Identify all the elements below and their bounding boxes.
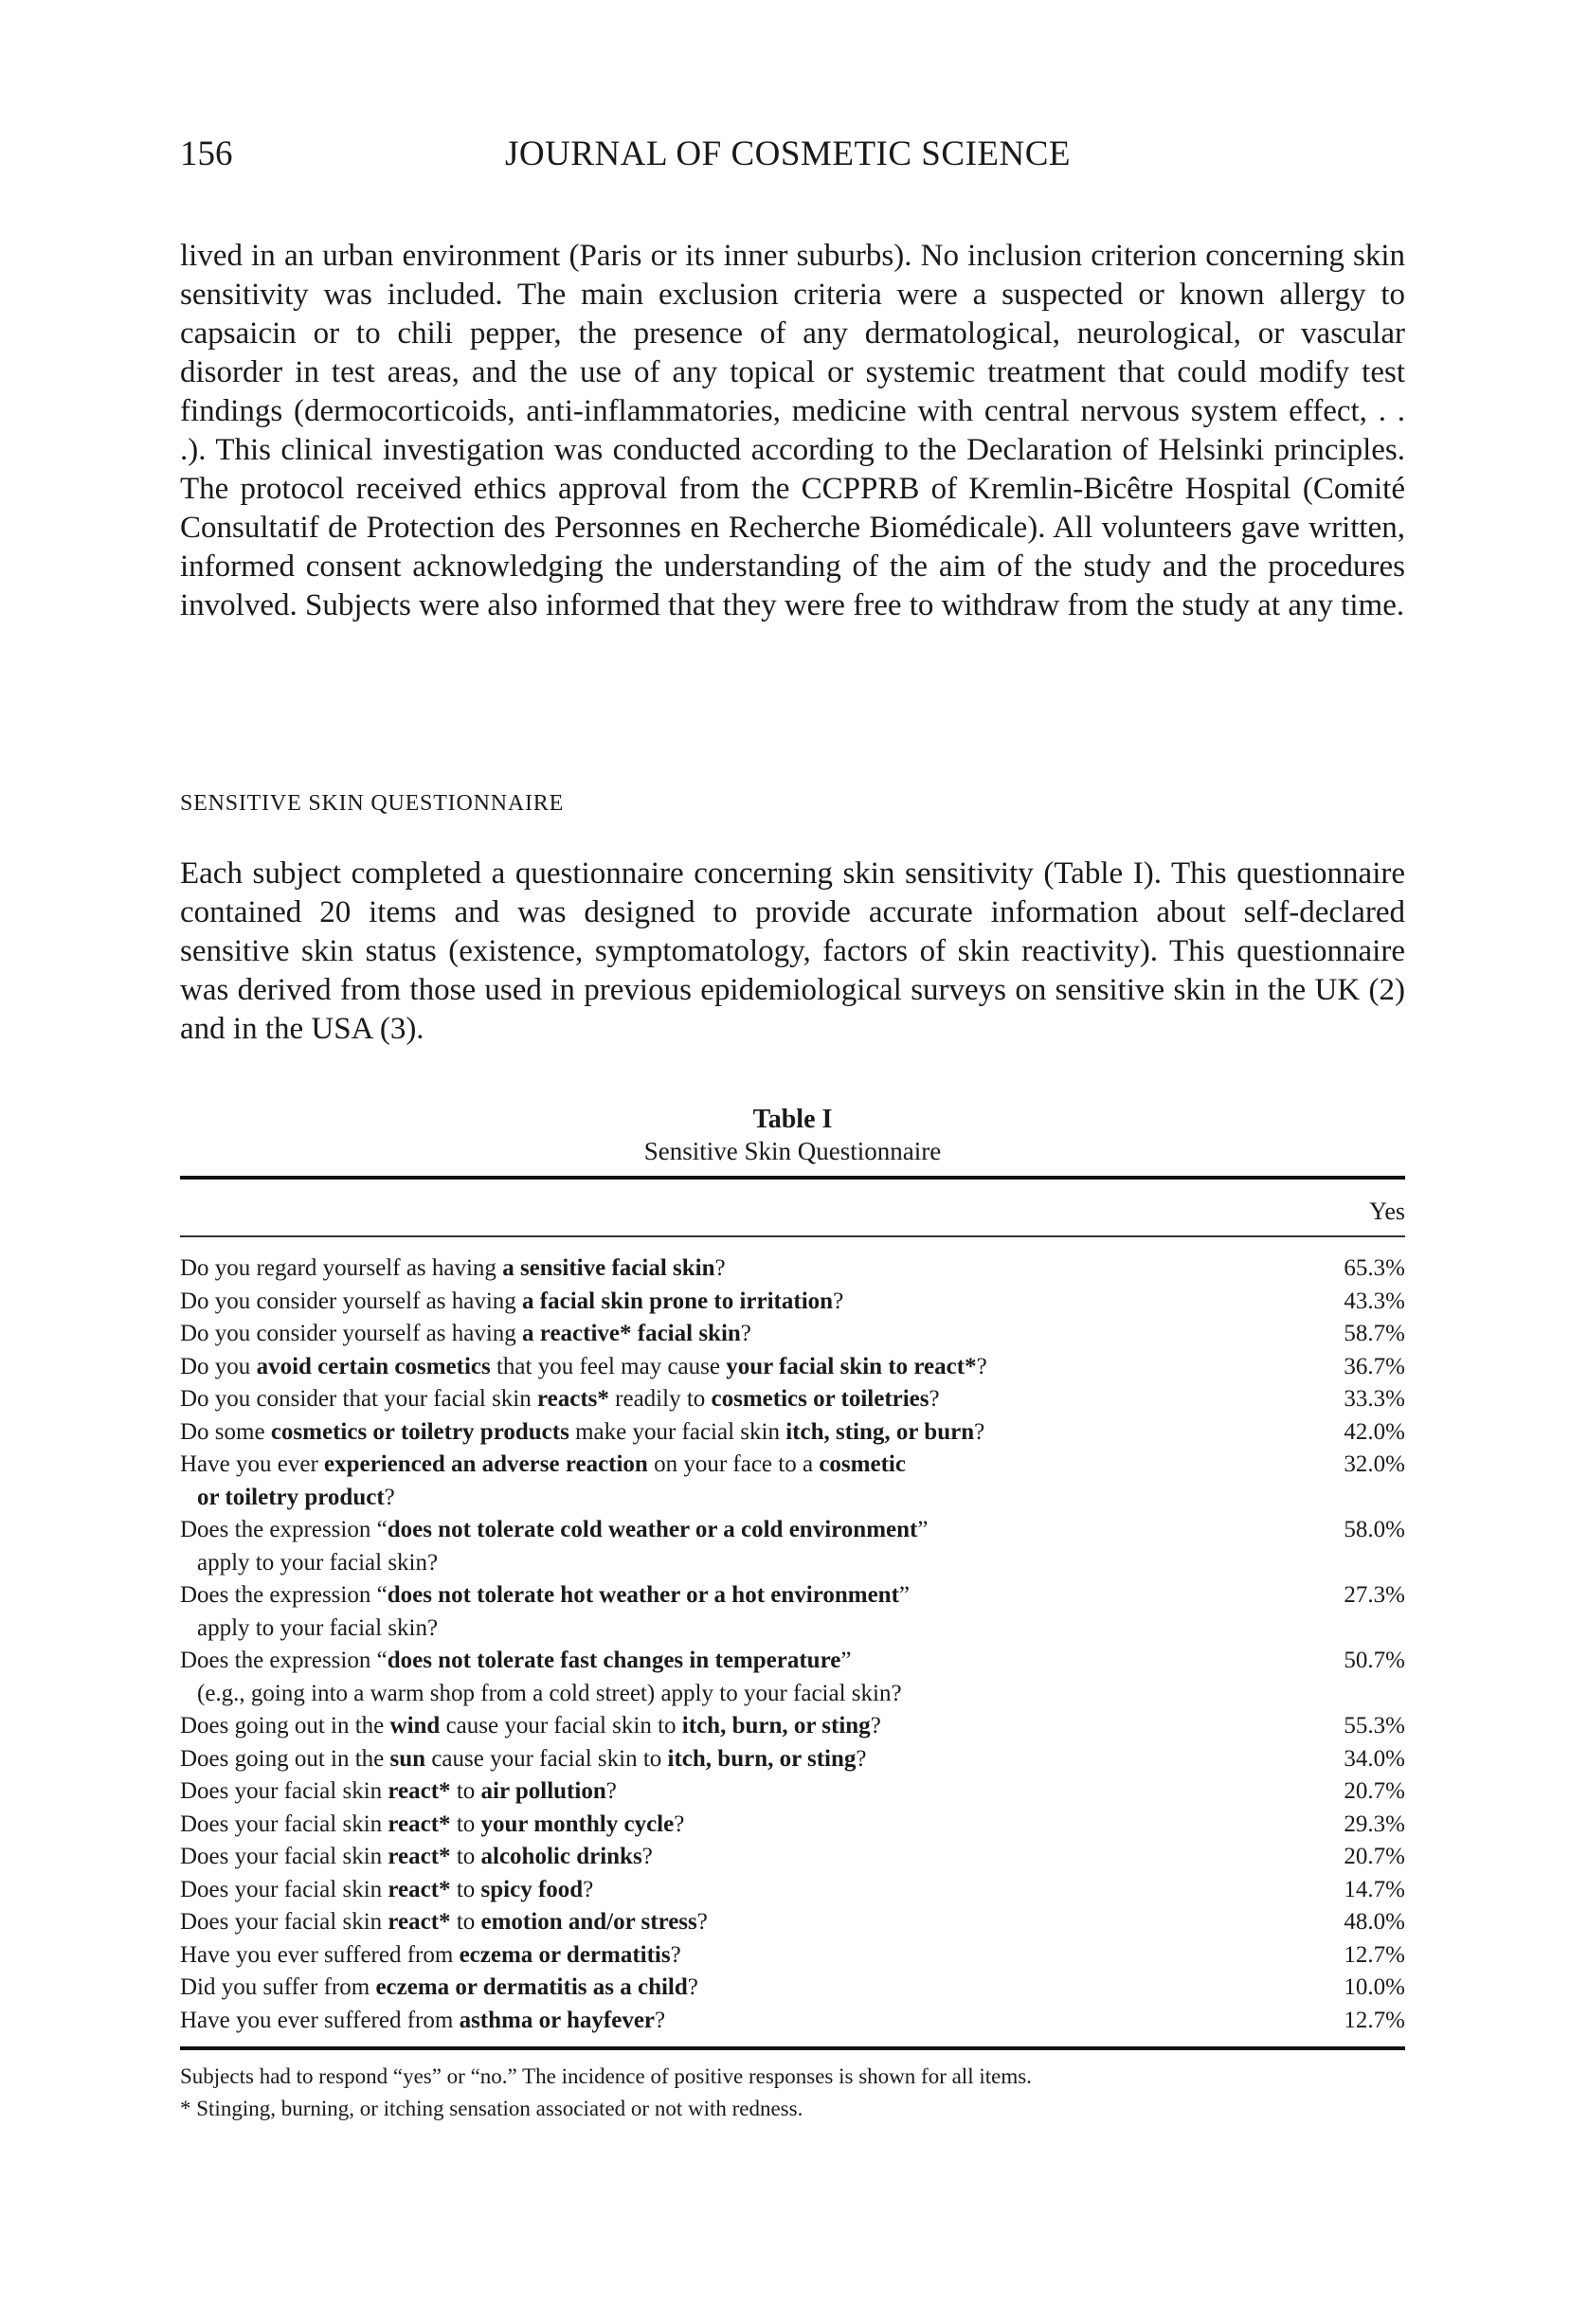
question-text: (e.g., going into a warm shop from a cold street) apply to your facial skin?	[197, 1680, 902, 1706]
question-text: Does your facial skin	[180, 1811, 388, 1837]
yes-percentage: 65.3%	[1344, 1255, 1405, 1281]
emphasis-text: a sensitive facial skin	[502, 1255, 715, 1281]
footnote-asterisk: * Stinging, burning, or itching sensation associated or not with redness.	[180, 2097, 803, 2120]
question-cell	[180, 1743, 1184, 1776]
body-paragraph-2: Each subject completed a questionnaire concerning skin sensitivity (Table I). This questionnaire contained 20 items and was designed to provide accurate information about self-declared sensitive skin status (existence, symptomatology, factors of skin reactivity). This questionnaire was derived from those used in previous epidemiological surveys on sensitive skin in the UK (2) and in the USA (3).	[180, 856, 1405, 1046]
yes-percentage: 43.3%	[1344, 1288, 1405, 1314]
question-text: Do you regard yourself as having	[180, 1255, 503, 1281]
question-cell	[180, 1252, 1184, 1286]
question-text: apply to your facial skin?	[197, 1549, 439, 1576]
emphasis-text: wind	[389, 1713, 441, 1738]
question-text: Does your facial skin	[180, 1909, 388, 1935]
question-text: make your facial skin	[568, 1418, 786, 1445]
emphasis-text: alcoholic drinks	[480, 1844, 642, 1869]
question-cell	[180, 1939, 1184, 1973]
question-cell	[180, 1775, 1184, 1809]
table-bottom-rule	[180, 2046, 1405, 2050]
table-row	[180, 1710, 1405, 1743]
emphasis-text: does not tolerate hot weather or a hot environment	[387, 1582, 899, 1608]
question-text: Do you consider that your facial skin	[180, 1386, 537, 1412]
table-row	[180, 1318, 1405, 1351]
emphasis-text: cosmetics or toiletry products	[270, 1418, 569, 1445]
table-row	[180, 1514, 1405, 1579]
yes-percentage: 12.7%	[1344, 2007, 1405, 2033]
question-text: apply to your facial skin?	[197, 1614, 439, 1641]
question-text: Does the expression “	[180, 1517, 388, 1542]
question-continuation	[180, 1547, 1184, 1580]
table-row	[180, 1449, 1405, 1514]
question-text: ?	[714, 1255, 726, 1281]
question-text: Do you consider yourself as having	[180, 1288, 523, 1314]
yes-percentage: 58.0%	[1344, 1517, 1405, 1542]
emphasis-text: your monthly cycle	[480, 1811, 675, 1837]
emphasis-text: does not tolerate cold weather or a cold environment	[387, 1517, 918, 1542]
question-text: Does your facial skin	[180, 1778, 388, 1804]
question-text: ”	[898, 1582, 911, 1608]
question-text: ?	[655, 2007, 666, 2033]
question-text: ?	[605, 1778, 617, 1804]
table-row	[180, 1841, 1405, 1874]
running-header	[180, 131, 1405, 178]
table-row	[180, 1579, 1405, 1645]
yes-percentage: 36.7%	[1344, 1353, 1405, 1379]
question-text: Does your facial skin	[180, 1844, 388, 1869]
emphasis-text: asthma or hayfever	[459, 2007, 656, 2033]
question-text: cause your facial skin to	[425, 1745, 668, 1772]
table-row	[180, 2005, 1405, 2038]
question-text: Have you ever	[180, 1451, 325, 1477]
question-text: Do you consider yourself as having	[180, 1321, 523, 1346]
table-row	[180, 1351, 1405, 1384]
question-text: ?	[384, 1484, 395, 1510]
question-cell	[180, 1286, 1184, 1319]
table-header-rule	[180, 1235, 1405, 1237]
emphasis-text: react*	[388, 1811, 451, 1837]
emphasis-text: spicy food	[480, 1876, 584, 1902]
emphasis-text: react*	[388, 1778, 451, 1804]
emphasis-text: does not tolerate fast changes in temperature	[387, 1648, 841, 1673]
question-text: ?	[870, 1713, 881, 1738]
question-text: to	[450, 1909, 481, 1935]
table-row	[180, 1939, 1405, 1973]
question-text: Does going out in the	[180, 1745, 390, 1772]
question-cell	[180, 1416, 1184, 1450]
question-text: to	[450, 1844, 481, 1869]
yes-percentage: 48.0%	[1344, 1909, 1405, 1935]
emphasis-text: emotion and/or stress	[480, 1909, 697, 1935]
emphasis-text: itch, burn, or sting	[681, 1713, 871, 1738]
table-body	[180, 1252, 1405, 2037]
body-paragraph-1: lived in an urban environment (Paris or its inner suburbs). No inclusion criterion concerning skin sensitivity was included. The main exclusion criteria were a suspected or known allergy to capsaicin or to chili pepper, the presence of any dermatological, neurological, or vascular disorder in test areas, and the use of any topical or systemic treatment that could modify test findings (dermocorticoids, anti-inflammatories, medicine with central nervous system effect, . . .). This clinical investigation was conducted according to the Declaration of Helsinki principles. The protocol received ethics approval from the CCPPRB of Kremlin-Bicêtre Hospital (Comité Consultatif de Protection des Personnes en Recherche Biomédicale). All volunteers gave written, informed consent acknowledging the understanding of the aim of the study and the procedures involved. Subjects were also informed that they were free to withdraw from the study at any time.	[180, 239, 1405, 622]
question-text: Did you suffer from	[180, 1974, 376, 2000]
yes-percentage: 12.7%	[1344, 1941, 1405, 1968]
emphasis-text: react*	[388, 1909, 451, 1935]
table-top-rule	[180, 1176, 1405, 1180]
table-row	[180, 1906, 1405, 1939]
emphasis-text: react*	[388, 1844, 451, 1869]
emphasis-text: itch, sting, or burn	[785, 1418, 975, 1445]
question-text: Does your facial skin	[180, 1876, 388, 1902]
question-continuation	[180, 1678, 1184, 1711]
emphasis-text: experienced an adverse reaction	[324, 1451, 648, 1477]
question-text: Do you	[180, 1353, 257, 1379]
question-cell	[180, 1972, 1184, 2005]
question-text: ?	[976, 1353, 987, 1379]
emphasis-text: reacts*	[537, 1386, 609, 1412]
page-number: 156	[180, 135, 233, 173]
emphasis-text: a reactive* facial skin	[522, 1321, 741, 1346]
yes-percentage: 55.3%	[1344, 1713, 1405, 1738]
question-continuation	[180, 1482, 1184, 1515]
table-row	[180, 1416, 1405, 1450]
yes-percentage: 32.0%	[1344, 1451, 1405, 1477]
question-text: ”	[840, 1648, 852, 1673]
table-row	[180, 1874, 1405, 1907]
yes-percentage: 14.7%	[1344, 1876, 1405, 1902]
emphasis-text: a facial skin prone to irritation	[522, 1288, 834, 1314]
question-text: ?	[740, 1321, 751, 1346]
emphasis-text: sun	[389, 1745, 426, 1772]
journal-title: JOURNAL OF COSMETIC SCIENCE	[505, 135, 1071, 173]
question-cell	[180, 1514, 1184, 1579]
column-header-yes: Yes	[1369, 1198, 1405, 1225]
question-text: to	[450, 1811, 481, 1837]
question-text: Does going out in the	[180, 1713, 390, 1738]
emphasis-text: eczema or dermatitis	[459, 1941, 671, 1968]
emphasis-text: your facial skin to react*	[726, 1353, 977, 1379]
question-cell	[180, 1449, 1184, 1514]
emphasis-text: eczema or dermatitis as a child	[375, 1974, 688, 2000]
table-row	[180, 1645, 1405, 1710]
question-text: ?	[696, 1909, 708, 1935]
question-cell	[180, 1318, 1184, 1351]
footnote-note: Subjects had to respond “yes” or “no.” The incidence of positive responses is shown for all items.	[180, 2064, 1032, 2088]
question-text: ?	[833, 1288, 844, 1314]
yes-percentage: 58.7%	[1344, 1321, 1405, 1346]
question-text: ?	[687, 1974, 698, 2000]
yes-percentage: 33.3%	[1344, 1386, 1405, 1412]
emphasis-text: cosmetics or toiletries	[711, 1386, 929, 1412]
question-text: ?	[856, 1745, 867, 1772]
yes-percentage: 29.3%	[1344, 1811, 1405, 1837]
table-row	[180, 1972, 1405, 2005]
table-title: Sensitive Skin Questionnaire	[643, 1137, 942, 1165]
question-text: Have you ever suffered from	[180, 2007, 460, 2033]
table-row	[180, 1286, 1405, 1319]
emphasis-text: cosmetic	[819, 1451, 906, 1477]
question-text: Does the expression “	[180, 1648, 388, 1673]
emphasis-text: air pollution	[480, 1778, 606, 1804]
section-heading: SENSITIVE SKIN QUESTIONNAIRE	[180, 791, 565, 816]
table-row	[180, 1383, 1405, 1416]
question-cell	[180, 1841, 1184, 1874]
question-text: Do some	[180, 1418, 271, 1445]
question-cell	[180, 1645, 1184, 1710]
emphasis-text: itch, burn, or sting	[667, 1745, 857, 1772]
question-text: on your face to a	[647, 1451, 820, 1477]
question-text: ?	[929, 1386, 940, 1412]
emphasis-text: react*	[388, 1876, 451, 1902]
question-cell	[180, 1710, 1184, 1743]
table-row	[180, 1252, 1405, 1286]
question-cell	[180, 1906, 1184, 1939]
question-text: cause your facial skin to	[440, 1713, 682, 1738]
question-text: to	[450, 1778, 481, 1804]
question-text: Does the expression “	[180, 1582, 388, 1608]
question-text: ?	[974, 1418, 985, 1445]
table-row	[180, 1743, 1405, 1776]
question-cell	[180, 1809, 1184, 1842]
table-row	[180, 1775, 1405, 1809]
question-cell	[180, 1579, 1184, 1645]
question-cell	[180, 2005, 1184, 2038]
question-text: ?	[583, 1876, 594, 1902]
question-cell	[180, 1874, 1184, 1907]
question-text: Have you ever suffered from	[180, 1941, 460, 1968]
question-text: ?	[674, 1811, 685, 1837]
yes-percentage: 27.3%	[1344, 1582, 1405, 1608]
question-text: that you feel may cause	[490, 1353, 727, 1379]
yes-percentage: 20.7%	[1344, 1844, 1405, 1869]
question-text: to	[450, 1876, 481, 1902]
question-text: readily to	[608, 1386, 712, 1412]
question-text: ?	[670, 1941, 681, 1968]
yes-percentage: 42.0%	[1344, 1418, 1405, 1445]
question-text: ?	[641, 1844, 653, 1869]
emphasis-text: avoid certain cosmetics	[256, 1353, 491, 1379]
yes-percentage: 10.0%	[1344, 1974, 1405, 2000]
question-continuation	[180, 1612, 1184, 1646]
yes-percentage: 34.0%	[1344, 1745, 1405, 1772]
question-cell	[180, 1383, 1184, 1416]
table-row	[180, 1809, 1405, 1842]
question-text: ”	[917, 1517, 929, 1542]
yes-percentage: 50.7%	[1344, 1648, 1405, 1673]
emphasis-text: or toiletry product	[197, 1484, 385, 1510]
question-cell	[180, 1351, 1184, 1384]
table-footnotes	[180, 2061, 1405, 2125]
yes-percentage: 20.7%	[1344, 1778, 1405, 1804]
table-label: Table I	[752, 1105, 833, 1134]
